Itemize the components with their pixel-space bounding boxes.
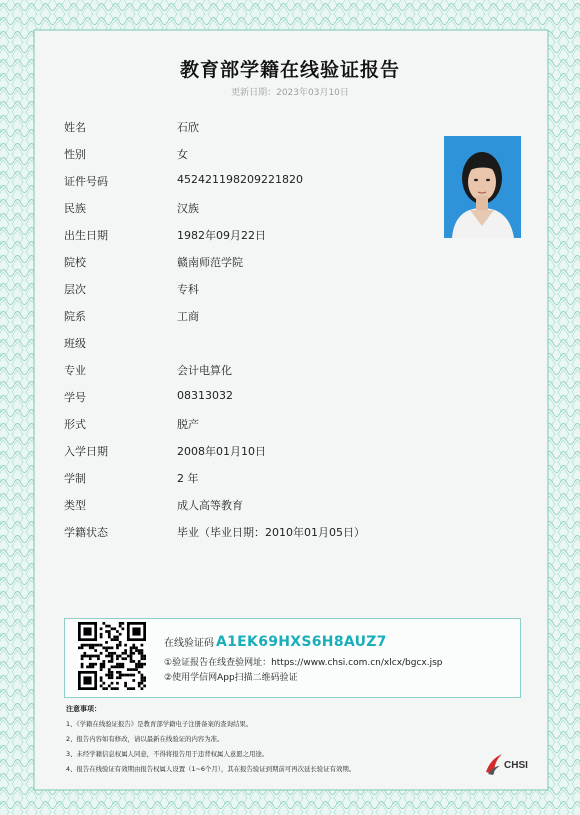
field-label: 民族 xyxy=(64,202,86,215)
info-row xyxy=(64,410,504,437)
field-value: 452421198209221820 xyxy=(177,173,303,186)
field-value: 会计电算化 xyxy=(177,364,232,377)
field-value: 女 xyxy=(177,148,188,161)
field-label: 学籍状态 xyxy=(64,526,108,539)
verify-code-label: 在线验证码 xyxy=(164,638,214,649)
field-label: 层次 xyxy=(64,283,86,296)
note-item: 2、报告内容如有修改，请以最新在线验证的内容为准。 xyxy=(66,735,224,743)
student-photo xyxy=(444,136,521,238)
info-row xyxy=(64,383,504,410)
note-item: 1、《学籍在线验证报告》是教育部学籍电子注册备案的查询结果。 xyxy=(66,720,253,728)
field-value: 汉族 xyxy=(177,202,199,215)
field-label: 姓名 xyxy=(64,121,86,134)
info-row xyxy=(64,329,504,356)
field-label: 证件号码 xyxy=(64,175,108,188)
chsi-logo-text: CHSI xyxy=(504,760,528,771)
field-label: 院系 xyxy=(64,310,86,323)
chsi-logo-icon xyxy=(484,752,504,776)
field-value: 毕业（毕业日期：2010年01月05日） xyxy=(177,526,365,539)
field-label: 学制 xyxy=(64,472,86,485)
verify-tip-app: ②使用学信网App扫描二维码验证 xyxy=(164,673,298,683)
field-value: 专科 xyxy=(177,283,199,296)
field-value: 脱产 xyxy=(177,418,199,431)
report-title: 教育部学籍在线验证报告 xyxy=(179,59,400,81)
field-label: 入学日期 xyxy=(64,445,108,458)
field-label: 班级 xyxy=(64,337,86,350)
info-row xyxy=(64,167,504,194)
field-value: 石欣 xyxy=(177,121,199,134)
qr-code[interactable] xyxy=(78,622,146,690)
field-value: 2008年01月10日 xyxy=(177,445,266,458)
updated-date: 更新日期：2023年03月10日 xyxy=(231,88,349,98)
field-value: 赣南师范学院 xyxy=(177,256,243,269)
verify-code-line xyxy=(164,634,387,650)
info-row xyxy=(64,140,504,167)
field-label: 类型 xyxy=(64,499,86,512)
field-value: 成人高等教育 xyxy=(177,499,243,512)
field-value: 08313032 xyxy=(177,389,233,402)
verify-tip-url: ①验证报告在线查验网址：https://www.chsi.com.cn/xlcx/bgcx.jsp xyxy=(164,658,443,668)
field-label: 出生日期 xyxy=(64,229,108,242)
field-value: 2 年 xyxy=(177,472,199,485)
note-item: 3、未经学籍信息权属人同意，不得将报告用于违背权属人意愿之用途。 xyxy=(66,750,269,758)
verify-code: A1EK69HXS6H8AUZ7 xyxy=(216,634,387,650)
note-item: 4、报告在线验证有效期由报告权属人设置（1~6个月），其在报告验证到期前可再次延长验证有效期。 xyxy=(66,765,356,773)
info-row xyxy=(64,464,504,491)
chsi-logo xyxy=(484,752,540,776)
info-row xyxy=(64,356,504,383)
field-label: 专业 xyxy=(64,364,86,377)
field-label: 形式 xyxy=(64,418,86,431)
info-row xyxy=(64,113,504,140)
info-row xyxy=(64,221,504,248)
field-label: 学号 xyxy=(64,391,86,404)
field-label: 性别 xyxy=(64,148,86,161)
info-row xyxy=(64,437,504,464)
field-value: 工商 xyxy=(177,310,199,323)
field-label: 院校 xyxy=(64,256,86,269)
notes-title: 注意事项： xyxy=(66,705,101,713)
info-row xyxy=(64,491,504,518)
info-row xyxy=(64,194,504,221)
field-value: 1982年09月22日 xyxy=(177,229,266,242)
info-row xyxy=(64,248,504,275)
info-row xyxy=(64,275,504,302)
info-row xyxy=(64,518,504,545)
info-row xyxy=(64,302,504,329)
